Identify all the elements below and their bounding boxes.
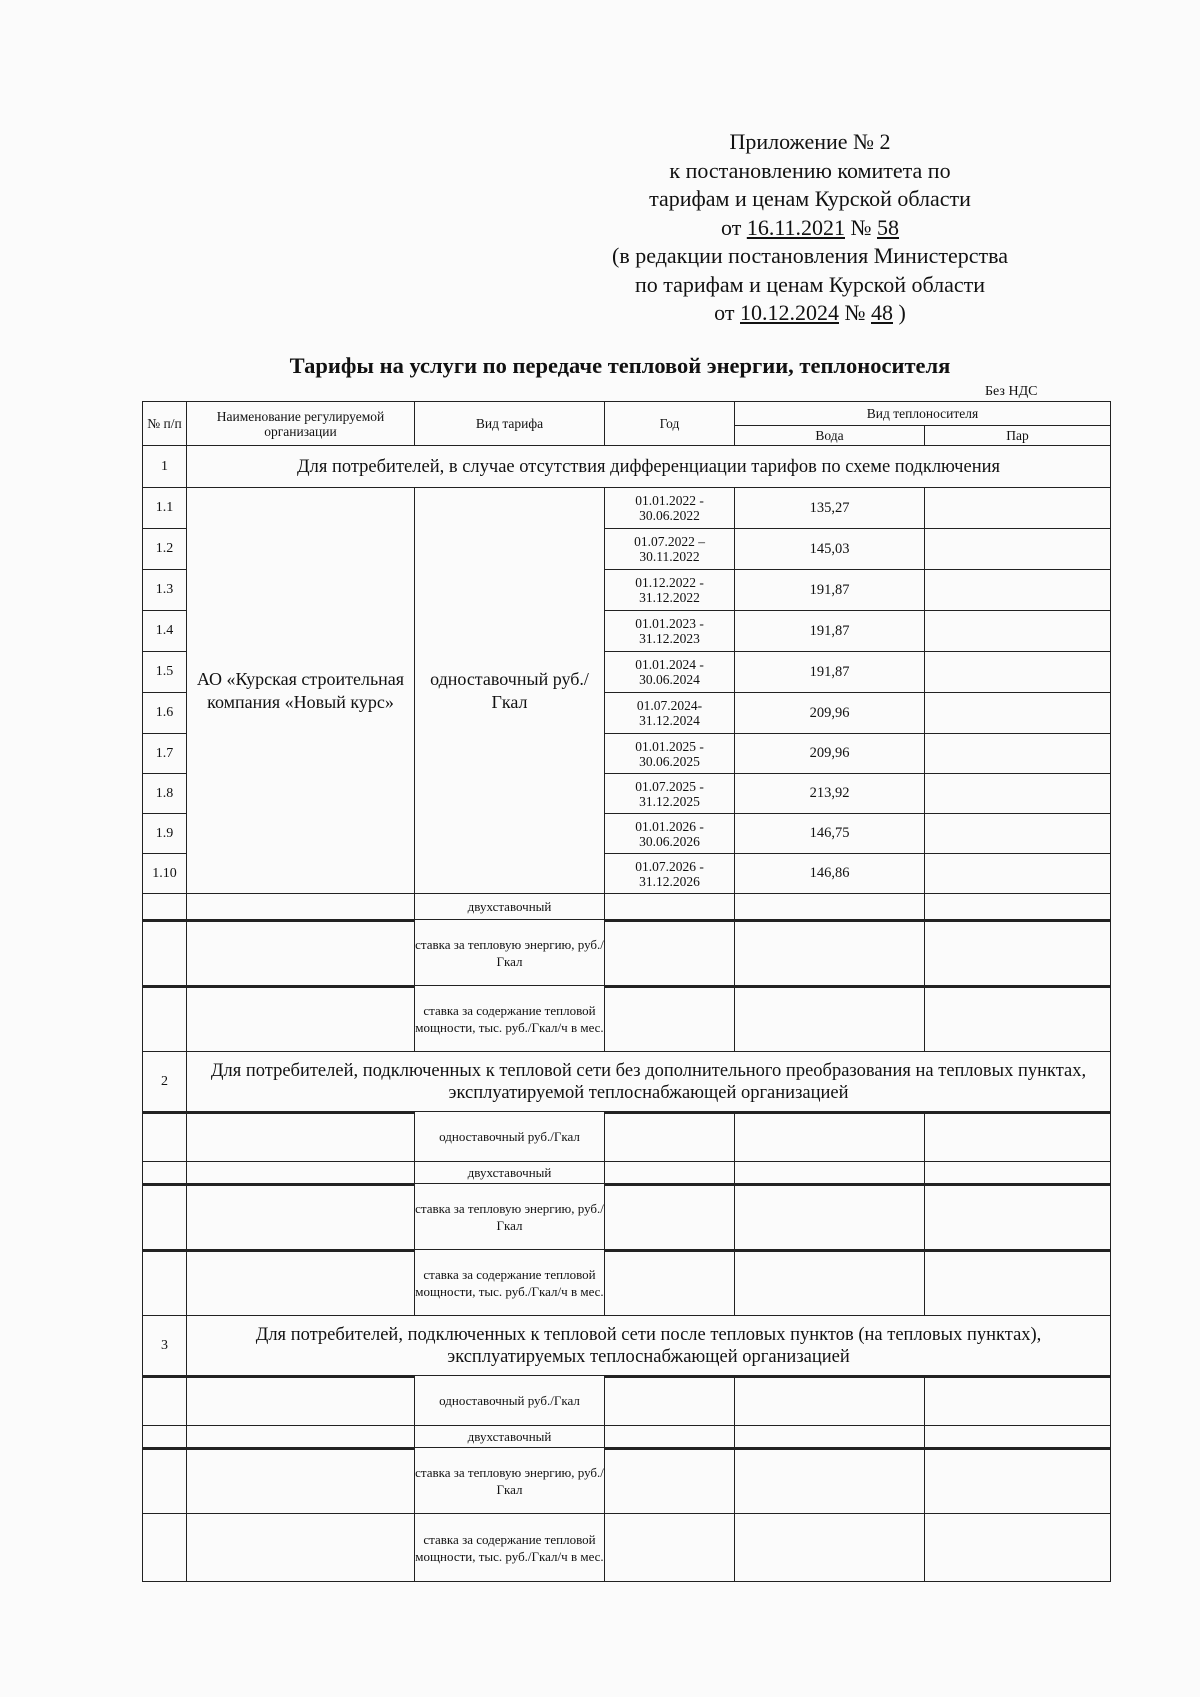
empty-cell bbox=[735, 1426, 925, 1448]
split-cell bbox=[925, 920, 1111, 986]
split-cell bbox=[143, 986, 187, 1052]
empty-cell bbox=[187, 1162, 415, 1184]
table-row bbox=[143, 1162, 1111, 1184]
edit-suffix: ) bbox=[893, 300, 906, 325]
section-num: 1 bbox=[143, 446, 187, 488]
split-cell bbox=[143, 1112, 187, 1162]
row-num: 1.2 bbox=[143, 529, 187, 570]
split-cell bbox=[605, 986, 735, 1052]
empty-cell bbox=[735, 894, 925, 920]
steam-value bbox=[925, 529, 1111, 570]
appendix-line: Приложение № 2 bbox=[729, 129, 891, 154]
empty-cell bbox=[605, 1514, 735, 1582]
section-row bbox=[143, 1316, 1111, 1376]
row-num: 1.9 bbox=[143, 814, 187, 854]
empty-cell bbox=[925, 1426, 1111, 1448]
two-part-label: двухставочный bbox=[415, 894, 605, 920]
table-row bbox=[143, 894, 1111, 920]
capacity-rate-label: ставка за содержание тепловой мощности, тыс. руб./Гкал/ч в мес. bbox=[415, 1514, 605, 1582]
header-steam: Пар bbox=[925, 426, 1111, 446]
one-part-label: одноставочный руб./Гкал bbox=[415, 1112, 605, 1162]
table-row bbox=[143, 920, 1111, 986]
steam-value bbox=[925, 570, 1111, 611]
header-tariff-type: Вид тарифа bbox=[415, 402, 605, 446]
one-part-label: одноставочный руб./Гкал bbox=[415, 1376, 605, 1426]
empty-cell bbox=[187, 894, 415, 920]
energy-rate-label: ставка за тепловую энергию, руб./Гкал bbox=[415, 1448, 605, 1514]
split-cell bbox=[735, 1112, 925, 1162]
appendix-line: по тарифам и ценам Курской области bbox=[634, 271, 986, 297]
split-cell bbox=[605, 1112, 735, 1162]
water-value: 146,86 bbox=[735, 854, 925, 894]
empty-cell bbox=[187, 1514, 415, 1582]
split-cell bbox=[925, 1448, 1111, 1514]
vat-note: Без НДС bbox=[985, 384, 1038, 399]
split-cell bbox=[187, 1184, 415, 1250]
two-part-label: двухставочный bbox=[415, 1162, 605, 1184]
period: 01.07.2022 – 30.11.2022 bbox=[605, 529, 735, 570]
energy-rate-label: ставка за тепловую энергию, руб./Гкал bbox=[415, 920, 605, 986]
split-cell bbox=[143, 1376, 187, 1426]
row-num: 1.10 bbox=[143, 854, 187, 894]
empty-cell bbox=[143, 1162, 187, 1184]
split-cell bbox=[143, 1184, 187, 1250]
table-row bbox=[143, 1112, 1111, 1162]
split-cell bbox=[187, 1250, 415, 1316]
water-value: 209,96 bbox=[735, 693, 925, 734]
empty-cell bbox=[735, 1514, 925, 1582]
water-value: 146,75 bbox=[735, 814, 925, 854]
edit-number: 48 bbox=[871, 300, 893, 325]
empty-cell bbox=[187, 1426, 415, 1448]
section-title: Для потребителей, в случае отсутствия дифференциации тарифов по схеме подключения bbox=[187, 446, 1111, 488]
steam-value bbox=[925, 854, 1111, 894]
header-carrier: Вид теплоносителя bbox=[735, 402, 1111, 426]
water-value: 135,27 bbox=[735, 488, 925, 529]
empty-cell bbox=[605, 1426, 735, 1448]
steam-value bbox=[925, 774, 1111, 814]
header-water: Вода bbox=[735, 426, 925, 446]
split-cell bbox=[187, 1448, 415, 1514]
appendix-decree-line bbox=[560, 214, 1060, 243]
split-cell bbox=[925, 1376, 1111, 1426]
empty-cell bbox=[143, 1426, 187, 1448]
table-row bbox=[143, 1514, 1111, 1582]
table-row bbox=[143, 1426, 1111, 1448]
empty-cell bbox=[143, 1514, 187, 1582]
table-row bbox=[143, 1376, 1111, 1426]
table-row bbox=[143, 986, 1111, 1052]
row-num: 1.1 bbox=[143, 488, 187, 529]
table-row bbox=[143, 488, 1111, 529]
period: 01.01.2024 - 30.06.2024 bbox=[605, 652, 735, 693]
header-num: № п/п bbox=[143, 402, 187, 446]
period: 01.01.2023 - 31.12.2023 bbox=[605, 611, 735, 652]
decree-no-sign: № bbox=[845, 214, 877, 240]
edit-date: 10.12.2024 bbox=[740, 300, 839, 325]
row-num: 1.3 bbox=[143, 570, 187, 611]
period: 01.07.2026 - 31.12.2026 bbox=[605, 854, 735, 894]
water-value: 191,87 bbox=[735, 652, 925, 693]
appendix-line: к постановлению комитета по bbox=[669, 157, 951, 183]
split-cell bbox=[187, 1376, 415, 1426]
split-cell bbox=[735, 920, 925, 986]
steam-value bbox=[925, 652, 1111, 693]
table-row bbox=[143, 1250, 1111, 1316]
split-cell bbox=[735, 1184, 925, 1250]
water-value: 209,96 bbox=[735, 734, 925, 774]
split-cell bbox=[605, 1250, 735, 1316]
split-cell bbox=[925, 1184, 1111, 1250]
split-cell bbox=[925, 1250, 1111, 1316]
section-row bbox=[143, 446, 1111, 488]
decree-prefix: от bbox=[720, 214, 747, 240]
period: 01.07.2025 - 31.12.2025 bbox=[605, 774, 735, 814]
split-cell bbox=[735, 1376, 925, 1426]
empty-cell bbox=[925, 1162, 1111, 1184]
section-title: Для потребителей, подключенных к тепловой сети после тепловых пунктов (на тепловых пунктах), эксплуатируемых теплоснабжающей организацией bbox=[187, 1316, 1111, 1376]
appendix-edit-line bbox=[560, 299, 1060, 328]
split-cell bbox=[925, 986, 1111, 1052]
period: 01.07.2024- 31.12.2024 bbox=[605, 693, 735, 734]
steam-value bbox=[925, 693, 1111, 734]
row-num: 1.6 bbox=[143, 693, 187, 734]
steam-value bbox=[925, 611, 1111, 652]
table-row bbox=[143, 1448, 1111, 1514]
tariff-type: одноставочный руб./Гкал bbox=[415, 488, 605, 894]
water-value: 191,87 bbox=[735, 570, 925, 611]
split-cell bbox=[143, 920, 187, 986]
split-cell bbox=[605, 1448, 735, 1514]
two-part-label: двухставочный bbox=[415, 1426, 605, 1448]
header-org: Наименование регулируемой организации bbox=[187, 402, 415, 446]
appendix-line: (в редакции постановления Министерства bbox=[612, 243, 1008, 268]
steam-value bbox=[925, 488, 1111, 529]
empty-cell bbox=[605, 894, 735, 920]
split-cell bbox=[735, 1448, 925, 1514]
split-cell bbox=[187, 1112, 415, 1162]
water-value: 213,92 bbox=[735, 774, 925, 814]
row-num: 1.7 bbox=[143, 734, 187, 774]
empty-cell bbox=[143, 894, 187, 920]
split-cell bbox=[735, 1250, 925, 1316]
decree-date: 16.11.2021 bbox=[746, 214, 845, 240]
document-title: Тарифы на услуги по передаче тепловой энергии, теплоносителя bbox=[289, 353, 951, 378]
capacity-rate-label: ставка за содержание тепловой мощности, тыс. руб./Гкал/ч в мес. bbox=[415, 1250, 605, 1316]
appendix-line: тарифам и ценам Курской области bbox=[649, 186, 971, 211]
energy-rate-label: ставка за тепловую энергию, руб./Гкал bbox=[415, 1184, 605, 1250]
period: 01.01.2022 - 30.06.2022 bbox=[605, 488, 735, 529]
split-cell bbox=[187, 920, 415, 986]
header-row bbox=[143, 402, 1111, 426]
steam-value bbox=[925, 734, 1111, 774]
header-year: Год bbox=[605, 402, 735, 446]
period: 01.01.2025 - 30.06.2025 bbox=[605, 734, 735, 774]
empty-cell bbox=[735, 1162, 925, 1184]
capacity-rate-label: ставка за содержание тепловой мощности, тыс. руб./Гкал/ч в мес. bbox=[415, 986, 605, 1052]
period: 01.01.2026 - 30.06.2026 bbox=[605, 814, 735, 854]
table-row bbox=[143, 1184, 1111, 1250]
row-num: 1.5 bbox=[143, 652, 187, 693]
row-num: 1.4 bbox=[143, 611, 187, 652]
org-name: АО «Курская строительная компания «Новый курс» bbox=[187, 488, 415, 894]
split-cell bbox=[735, 986, 925, 1052]
edit-prefix: от bbox=[714, 300, 740, 325]
empty-cell bbox=[605, 1162, 735, 1184]
tariff-table bbox=[142, 401, 1111, 1582]
period: 01.12.2022 - 31.12.2022 bbox=[605, 570, 735, 611]
split-cell bbox=[925, 1112, 1111, 1162]
water-value: 145,03 bbox=[735, 529, 925, 570]
empty-cell bbox=[925, 1514, 1111, 1582]
edit-no-sign: № bbox=[839, 300, 871, 325]
split-cell bbox=[143, 1250, 187, 1316]
split-cell bbox=[605, 920, 735, 986]
section-num: 2 bbox=[143, 1052, 187, 1112]
section-title: Для потребителей, подключенных к тепловой сети без дополнительного преобразования на тепловых пунктах, эксплуатируемой теплоснабжающей организацией bbox=[187, 1052, 1111, 1112]
decree-number: 58 bbox=[877, 214, 899, 240]
empty-cell bbox=[925, 894, 1111, 920]
split-cell bbox=[605, 1376, 735, 1426]
split-cell bbox=[605, 1184, 735, 1250]
split-cell bbox=[187, 986, 415, 1052]
appendix-block bbox=[560, 128, 1060, 328]
split-cell bbox=[143, 1448, 187, 1514]
row-num: 1.8 bbox=[143, 774, 187, 814]
section-row bbox=[143, 1052, 1111, 1112]
section-num: 3 bbox=[143, 1316, 187, 1376]
water-value: 191,87 bbox=[735, 611, 925, 652]
steam-value bbox=[925, 814, 1111, 854]
